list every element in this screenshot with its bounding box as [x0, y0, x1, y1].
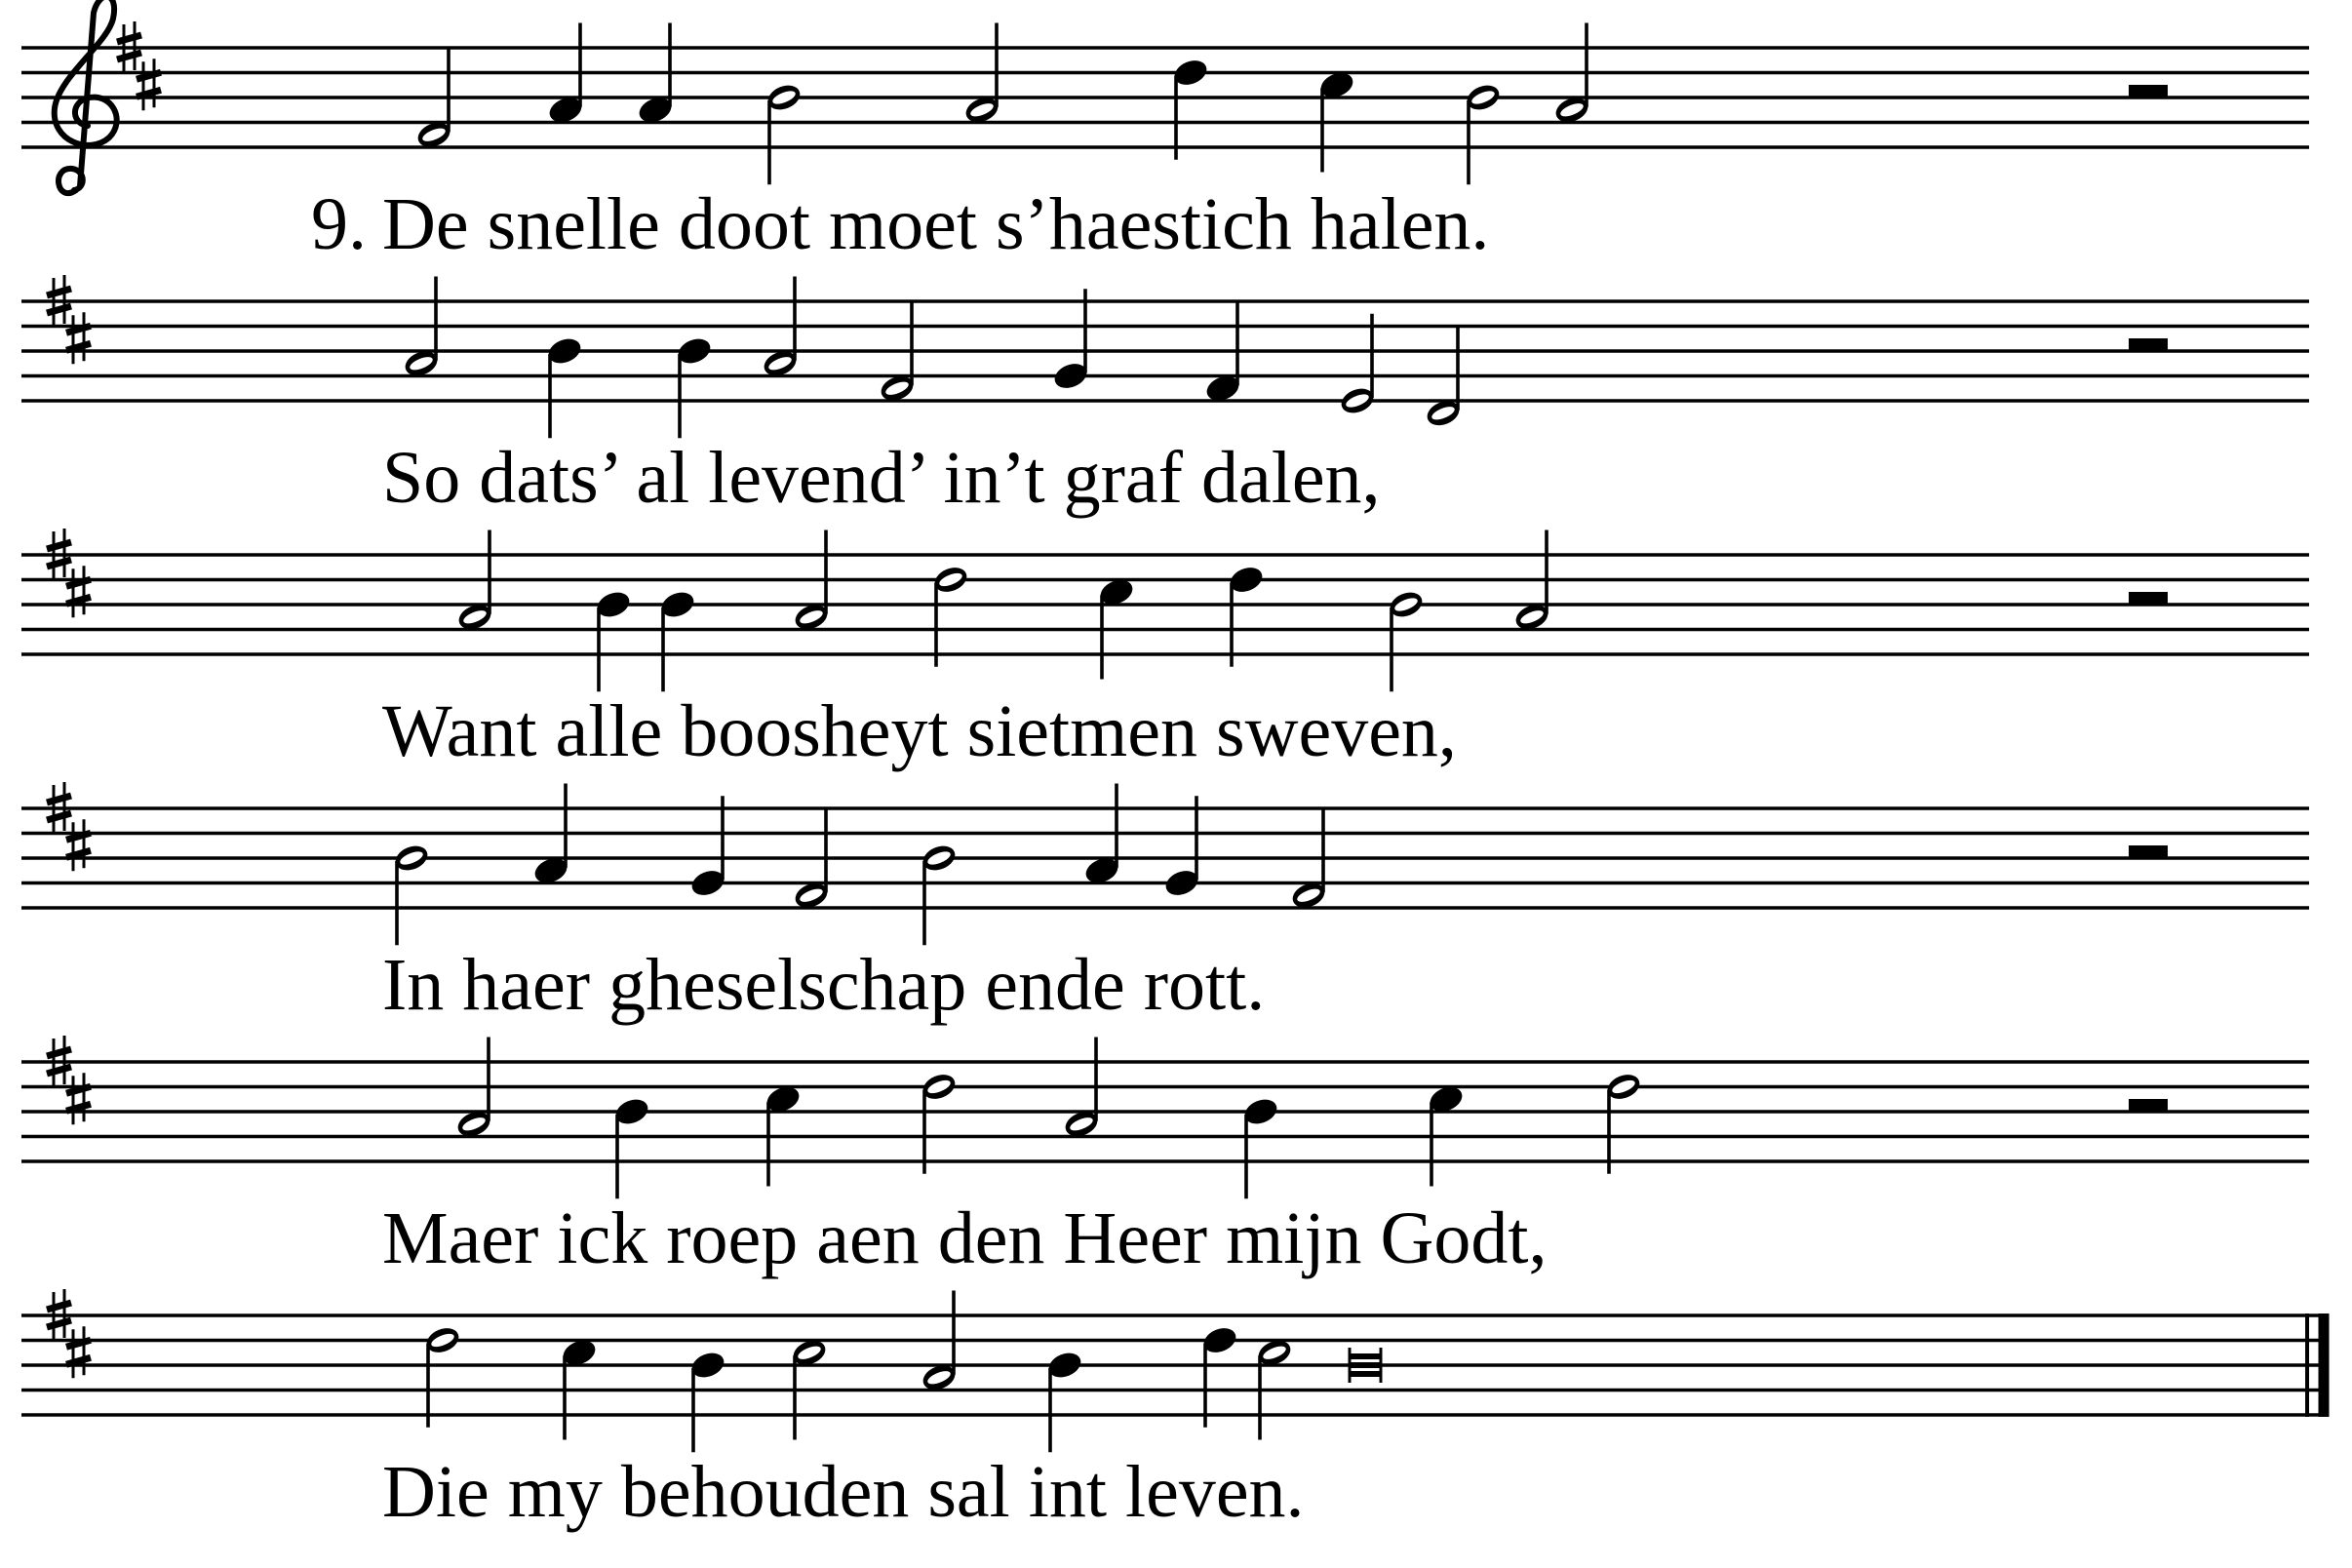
note [1051, 289, 1090, 392]
note [1227, 563, 1266, 666]
note [688, 796, 727, 899]
note [1171, 56, 1210, 159]
note [920, 1070, 959, 1173]
note [531, 784, 570, 887]
note [1097, 575, 1136, 679]
half-rest-icon [2129, 338, 2168, 351]
note [1464, 81, 1503, 184]
staff-system [21, 529, 2309, 691]
lyric-line: In haer gheselschap ende rott. [382, 944, 1266, 1026]
half-rest-icon [2129, 85, 2168, 98]
breve-stroke [1350, 1353, 1381, 1359]
lyric-line: So dats’ al levend’ in’t graf dalen, [382, 437, 1381, 519]
note [764, 81, 804, 184]
breve-stroke [1350, 1371, 1381, 1377]
staff-system [21, 0, 2309, 193]
sharp-icon [137, 59, 161, 110]
staff-system [21, 275, 2309, 438]
note [1203, 301, 1242, 405]
note [1200, 1323, 1239, 1427]
sharp-icon [66, 1326, 91, 1378]
note [1512, 530, 1551, 634]
lyric-line: Die my behouden sal int leven. [382, 1451, 1305, 1533]
note [1289, 808, 1328, 912]
note [546, 23, 585, 127]
note [1162, 796, 1201, 899]
note [764, 1082, 803, 1186]
note [790, 1336, 829, 1439]
note [1255, 1336, 1294, 1439]
sharp-icon [66, 1073, 91, 1124]
note [1387, 588, 1426, 691]
note [1241, 1095, 1280, 1198]
note [594, 588, 633, 691]
note [455, 530, 494, 634]
staff-system [21, 1289, 2329, 1452]
half-rest-icon [2129, 592, 2168, 605]
note [792, 530, 831, 634]
note [792, 808, 831, 912]
note [1424, 327, 1463, 430]
note [1045, 1349, 1084, 1452]
staff-system [21, 1036, 2309, 1198]
breve-stroke [1350, 1362, 1381, 1368]
note [931, 563, 970, 666]
sharp-icon [66, 566, 91, 617]
note [423, 1323, 462, 1427]
note [658, 588, 697, 691]
note [962, 23, 1001, 127]
note [1350, 1348, 1381, 1383]
note [560, 1336, 599, 1439]
note [675, 334, 714, 438]
lyric-line: Maer ick roep aen den Heer mijn Godt, [382, 1197, 1548, 1279]
half-rest-icon [2129, 1099, 2168, 1112]
half-rest-icon [2129, 845, 2168, 858]
note [414, 48, 453, 151]
note [1317, 68, 1356, 172]
note [612, 1095, 651, 1198]
note [688, 1349, 727, 1452]
note [392, 842, 431, 945]
note [1062, 1038, 1101, 1141]
note [1604, 1070, 1643, 1173]
sharp-icon [66, 312, 91, 364]
note [920, 842, 959, 945]
sharp-icon [66, 819, 91, 871]
note [1338, 314, 1377, 417]
note [545, 334, 584, 438]
note [878, 301, 917, 405]
note [402, 277, 441, 380]
lyric-line: De snelle doot moet s’haestich halen. [382, 183, 1490, 265]
note [1427, 1082, 1466, 1186]
note [761, 277, 800, 380]
lyric-line: Want alle boosheyt sietmen sweven, [382, 690, 1457, 772]
staff-system [21, 782, 2309, 945]
note [1082, 784, 1121, 887]
verse-number: 9. [311, 183, 367, 265]
note [454, 1038, 493, 1141]
note [1552, 23, 1591, 127]
note [920, 1291, 959, 1394]
note [636, 23, 675, 127]
